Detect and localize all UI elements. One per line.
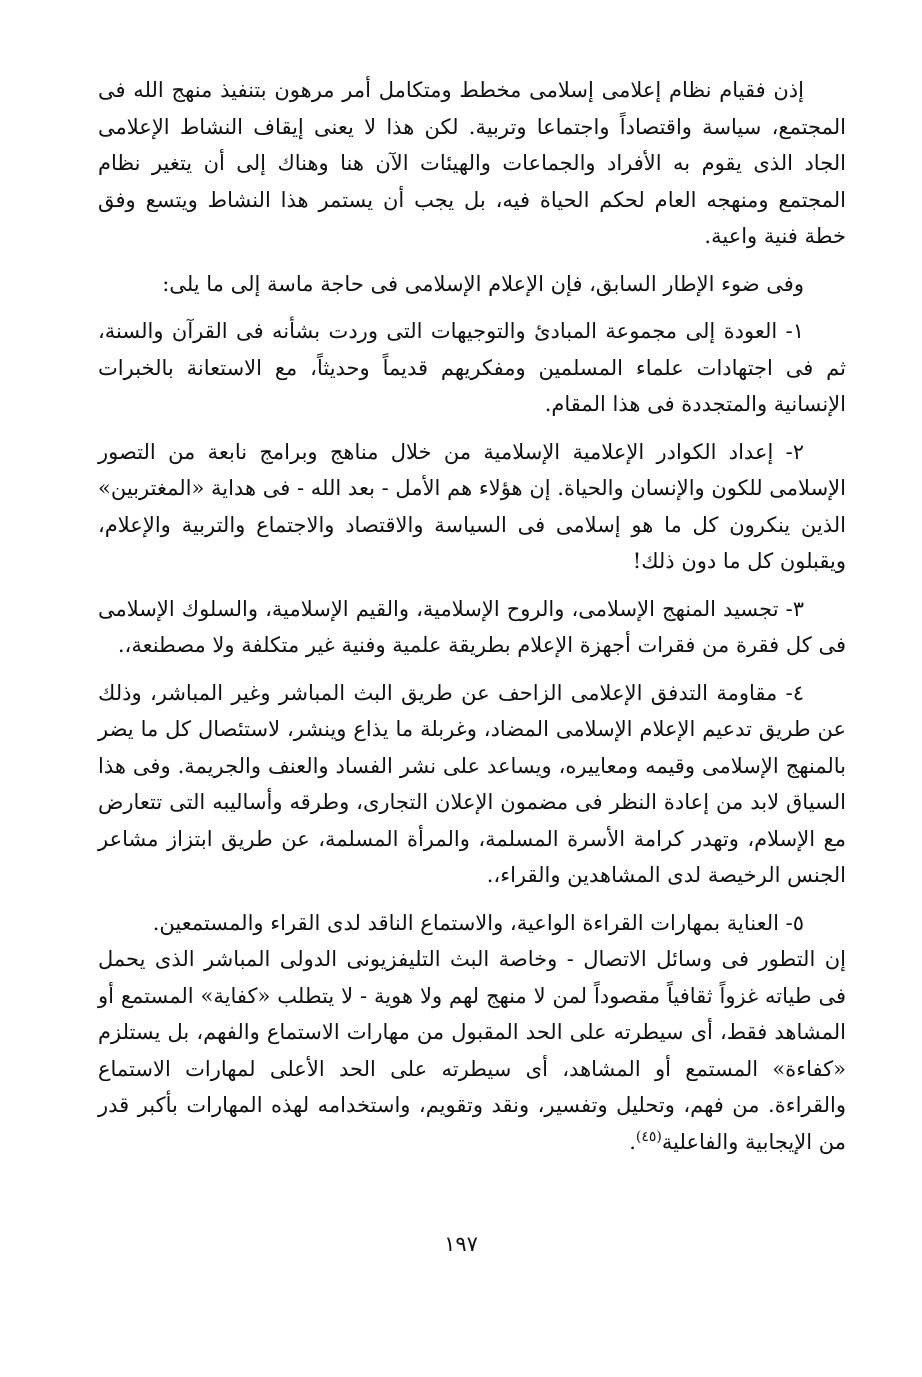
list-item-5-heading: ٥- العناية بمهارات القراءة الواعية، والاستماع الناقد لدى القراء والمستمعين.: [152, 910, 804, 935]
list-item-1: ١- العودة إلى مجموعة المبادئ والتوجيهات التى وردت بشأنه فى القرآن والسنة، ثم فى اجتهادات علماء المسلمين ومفكريهم قديماً وحديثاً، مع الاستعانة بالخبرات الإنسانية والمتجددة فى هذا المقام.: [98, 319, 846, 416]
list-item-3: ٣- تجسيد المنهج الإسلامى، والروح الإسلامية، والقيم الإسلامية، والسلوك الإسلامى فى كل فقرة من فقرات أجهزة الإعلام بطريقة علمية وفنية غير متكلفة ولا مصطنعة،.: [98, 596, 846, 657]
paragraph-intro: إذن فقيام نظام إعلامى إسلامى مخطط ومتكامل أمر مرهون بتنفيذ منهج الله فى المجتمع، سياسة واقتصاداً واجتماعا وتربية. لكن هذا لا يعنى إيقاف النشاط الإعلامى الجاد الذى يقوم به الأفراد والجماعات والهيئات الآن هنا وهناك إلى أن يتغير نظام المجتمع ومنهجه العام لحكم الحياة فيه، بل يجب أن يستمر هذا النشاط ويتسع وفق خطة فنية واعية.: [98, 78, 846, 248]
list-item-5: [98, 905, 846, 942]
paragraph-needs-lead: وفى ضوء الإطار السابق، فإن الإعلام الإسلامى فى حاجة ماسة إلى ما يلى:: [162, 271, 804, 296]
list-item-5-text: إن التطور فى وسائل الاتصال - وخاصة البث التليفزيونى الدولى المباشر الذى يحمل فى طياته غزواً ثقافياً مقصوداً لمن لا منهج لهم ولا هوية - لا يتطلب «كفاية» المستمع أو المشاهد فقط، أى سيطرته على الحد المقبول من مهارات الاستماع والفهم، بل يستلزم «كفاءة» المستمع أو المشاهد، أى سيطرته على الحد الأعلى لمهارات الاستماع والقراءة. من فهم، وتحليل وتفسير، ونقد وتقويم، واستخدامه لهذه المهارات بأكبر قدر من الإيجابية والفاعلية: [98, 947, 846, 1154]
list-item-4: ٤- مقاومة التدفق الإعلامى الزاحف عن طريق البث المباشر وغير المباشر، وذلك عن طريق تدعيم الإعلام الإسلامى المضاد، وغربلة ما يذاع وينشر، لاستئصال كل ما يضر بالمنهج الإسلامى وقيمه ومعاييره، ويساعد على نشر الفساد والعنف والجريمة. وفى هذا السياق لابد من إعادة النظر فى مضمون الإعلان التجارى، وطرقه وأساليبه التى تتعارض مع الإسلام، وتهدر كرامة الأسرة المسلمة، والمرأة المسلمة، عن طريق ابتزاز مشاعر الجنس الرخيصة لدى المشاهدين والقراء،.: [98, 680, 846, 887]
closing-period: .: [629, 1129, 636, 1154]
footnote-reference: (٤٥): [635, 1128, 662, 1145]
list-item-5-body: [98, 941, 846, 1160]
page-body: [98, 72, 846, 1171]
page-number: ١٩٧: [444, 1232, 478, 1256]
list-item-2: ٢- إعداد الكوادر الإعلامية الإسلامية من خلال مناهج وبرامج نابعة من التصور الإسلامى للكون والإنسان والحياة. إن هؤلاء هم الأمل - بعد الله - فى هداية «المغتربين» الذين ينكرون كل ما هو إسلامى فى السياسة والاقتصاد والاجتماع والتربية والإعلام، ويقبلون كل ما دون ذلك!: [98, 439, 846, 573]
